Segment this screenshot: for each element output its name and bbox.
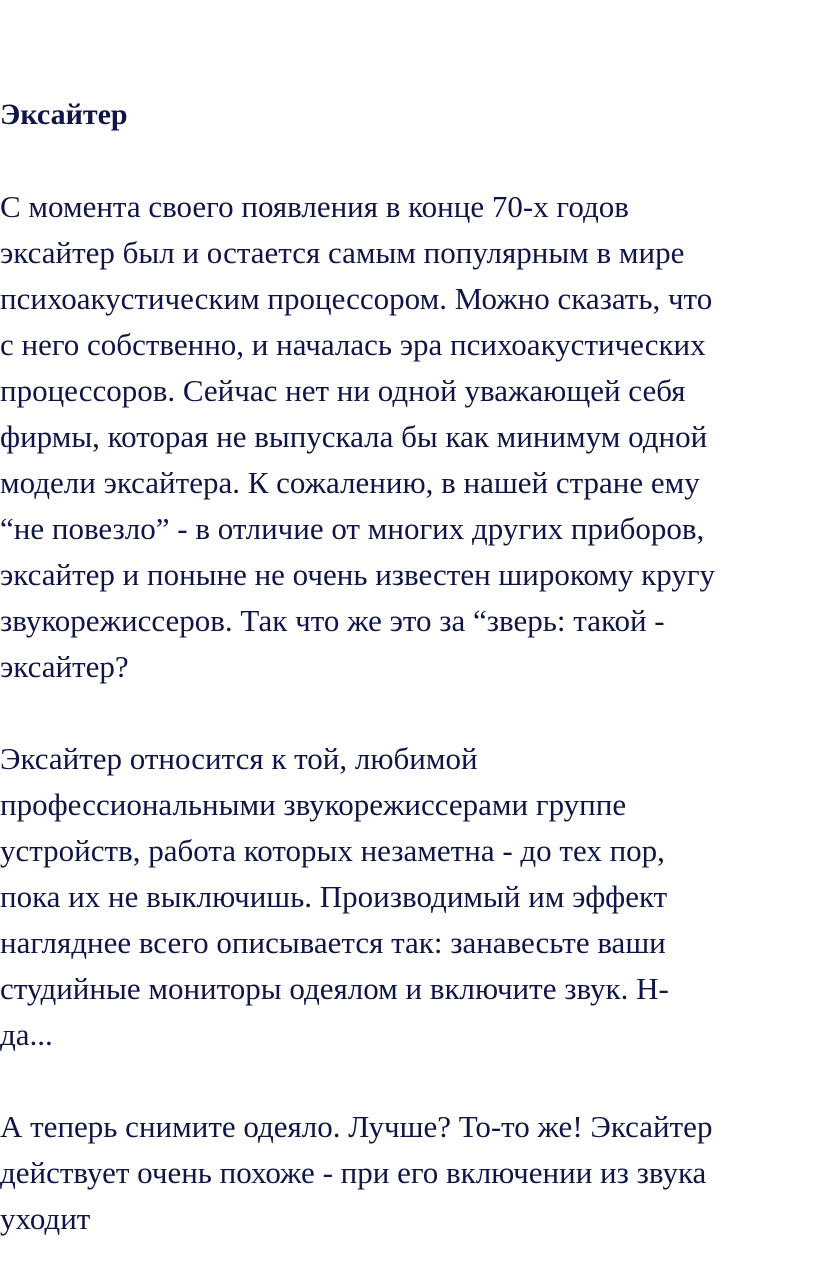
text-line: нагляднее всего описывается так: занавесьте ваши xyxy=(0,925,666,960)
text-line: уходит xyxy=(0,1201,91,1236)
text-line: процессоров. Сейчас нет ни одной уважающей себя xyxy=(0,373,686,408)
text-line: студийные мониторы одеялом и включите звук. Н- xyxy=(0,971,669,1006)
text-line: действует очень похоже - при его включении из звука xyxy=(0,1155,707,1190)
text-line: эксайтер был и остается самым популярным в мире xyxy=(0,235,685,270)
text-line: пока их не выключишь. Производимый им эффект xyxy=(0,879,668,914)
text-line: устройств, работа которых незаметна - до тех пор, xyxy=(0,833,665,868)
paragraph-3 xyxy=(0,1104,816,1242)
text-line: “не повезло” - в отличие от многих других приборов, xyxy=(0,511,705,546)
text-line: С момента своего появления в конце 70-х годов xyxy=(0,189,629,224)
paragraph-2 xyxy=(0,736,816,1058)
text-line: психоакустическим процессором. Можно сказать, что xyxy=(0,281,713,316)
text-line: эксайтер и поныне не очень известен широкому кругу xyxy=(0,557,716,592)
text-line: профессиональными звукорежиссерами группе xyxy=(0,787,627,822)
text-line: с него собственно, и началась эра психоакустических xyxy=(0,327,706,362)
text-line: звукорежиссеров. Так что же это за “зверь: такой - xyxy=(0,603,665,638)
text-line: Эксайтер относится к той, любимой xyxy=(0,741,478,776)
document-title: Эксайтер xyxy=(0,98,128,131)
text-line: да... xyxy=(0,1017,53,1052)
paragraph-1 xyxy=(0,184,816,690)
text-line: эксайтер? xyxy=(0,649,129,684)
text-line: фирмы, которая не выпускала бы как минимум одной xyxy=(0,419,708,454)
text-line: модели эксайтера. К сожалению, в нашей стране ему xyxy=(0,465,700,500)
paragraph-gap xyxy=(0,690,816,736)
text-line: А теперь снимите одеяло. Лучше? То-то же! Эксайтер xyxy=(0,1109,713,1144)
paragraph-gap xyxy=(0,138,816,184)
paragraph-gap xyxy=(0,1058,816,1104)
